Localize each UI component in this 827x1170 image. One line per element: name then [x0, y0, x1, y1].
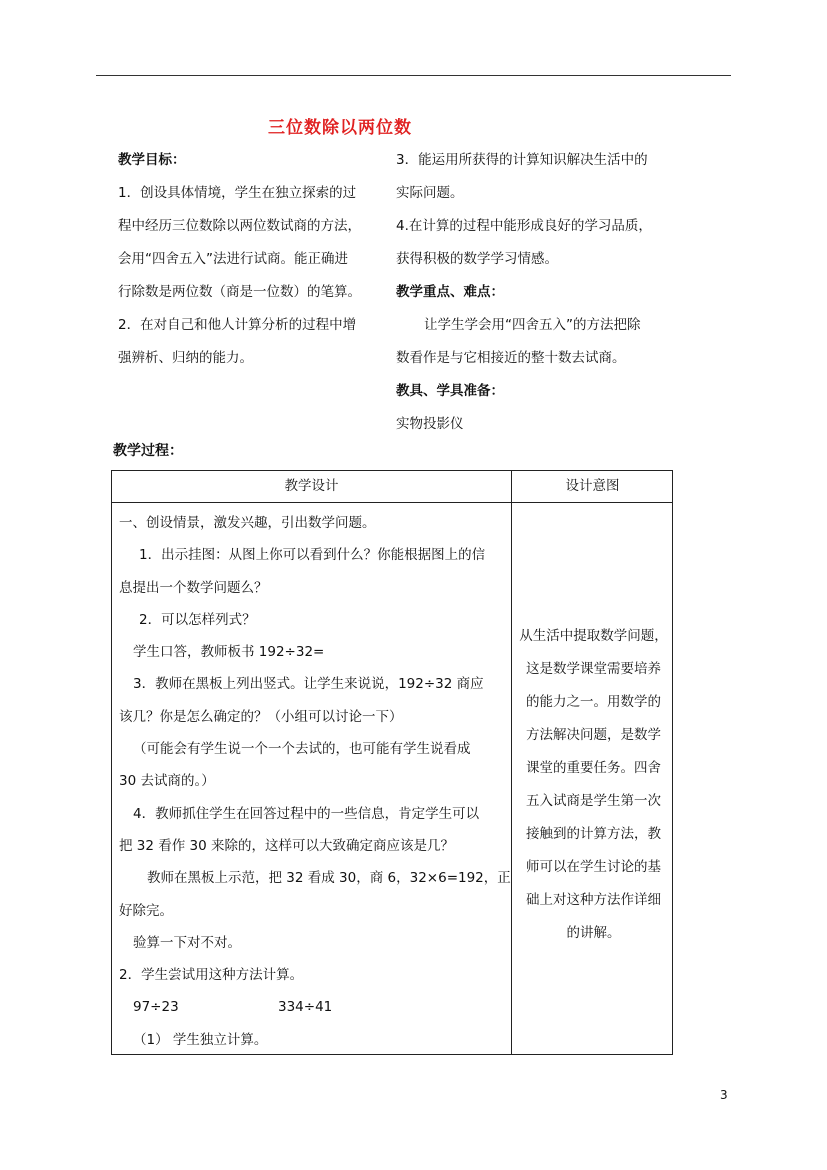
lesson-table [111, 470, 673, 1055]
design-line: 把 32 看作 30 来除的，这样可以大致确定商应该是几？ [119, 837, 455, 854]
key-points-line: 数看作是与它相接近的整十数去试商。 [396, 350, 626, 366]
intent-line: 接触到的计算方法，教 [526, 826, 661, 842]
tools-heading: 教具、学具准备： [396, 383, 504, 399]
table-divider [511, 471, 512, 1054]
page-title: 三位数除以两位数 [268, 118, 412, 138]
table-header-intent: 设计意图 [565, 478, 620, 494]
key-points-heading: 教学重点、难点： [396, 284, 504, 300]
intent-line: 从生活中提取数学问题， [519, 628, 668, 644]
design-line: 好除完。 [119, 902, 173, 919]
design-line: 学生口答，教师板书 192÷32= [133, 644, 325, 661]
objective-line: 行除数是两位数（商是一位数）的笔算。 [118, 284, 361, 300]
design-line: 息提出一个数学问题么？ [119, 579, 268, 596]
design-line: 4．教师抓住学生在回答过程中的一些信息，肯定学生可以 [133, 805, 480, 822]
intent-cell [514, 620, 673, 950]
design-line: 教师在黑板上示范，把 32 看成 30，商 6，32×6=192，正 [147, 870, 511, 887]
expression: 334÷41 [278, 999, 333, 1016]
expression: 97÷23 [133, 999, 179, 1016]
objective-line: 2．在对自己和他人计算分析的过程中增 [118, 317, 357, 333]
table-header-rule [112, 502, 672, 503]
process-heading: 教学过程： [113, 443, 183, 459]
design-line: （可能会有学生说一个一个去试的，也可能有学生说看成 [133, 741, 471, 758]
objectives-right-column [396, 144, 681, 441]
objectives-left-column [118, 144, 388, 375]
intent-line: 础上对这种方法作详细 [526, 892, 661, 908]
objective-line: 实际问题。 [396, 185, 464, 201]
intent-line: 这是数学课堂需要培养 [526, 661, 661, 677]
objective-line: 强辨析、归纳的能力。 [118, 350, 253, 366]
objective-line: 4.在计算的过程中能形成良好的学习品质， [396, 218, 652, 234]
design-line: 1．出示挂图：从图上你可以看到什么？你能根据图上的信 [139, 547, 486, 564]
design-line: 2．可以怎样列式？ [139, 611, 256, 628]
table-header-design: 教学设计 [284, 478, 339, 494]
objective-line: 获得积极的数学学习情感。 [396, 251, 558, 267]
intent-line: 方法解决问题，是数学 [526, 727, 661, 743]
header-rule [96, 75, 731, 76]
page-number: 3 [720, 1088, 728, 1102]
design-line: 验算一下对不对。 [133, 934, 241, 951]
design-line: （1） 学生独立计算。 [133, 1031, 268, 1048]
objective-line: 1．创设具体情境，学生在独立探索的过 [118, 185, 357, 201]
intent-line: 的能力之一。用数学的 [526, 694, 661, 710]
design-line: 该几？你是怎么确定的？（小组可以讨论一下） [119, 708, 403, 725]
design-line: 30 去试商的。） [119, 773, 215, 790]
objectives-heading: 教学目标： [118, 152, 186, 168]
intent-line: 的讲解。 [566, 925, 621, 941]
key-points-line: 让学生学会用“四舍五入”的方法把除 [424, 317, 641, 333]
objective-line: 3．能运用所获得的计算知识解决生活中的 [396, 152, 648, 168]
design-cell [119, 507, 509, 1056]
intent-line: 五入试商是学生第一次 [526, 793, 661, 809]
expression-row [119, 991, 509, 1023]
objective-line: 程中经历三位数除以两位数试商的方法， [118, 218, 361, 234]
intent-line: 课堂的重要任务。四舍 [526, 760, 661, 776]
intent-line: 师可以在学生讨论的基 [526, 859, 661, 875]
design-line: 3．教师在黑板上列出竖式。让学生来说说，192÷32 商应 [133, 676, 484, 693]
design-line: 2．学生尝试用这种方法计算。 [119, 967, 304, 984]
tools-text: 实物投影仪 [396, 416, 464, 432]
objective-line: 会用“四舍五入”法进行试商。能正确进 [118, 251, 348, 267]
design-line: 一、创设情景，激发兴趣，引出数学问题。 [119, 515, 376, 531]
